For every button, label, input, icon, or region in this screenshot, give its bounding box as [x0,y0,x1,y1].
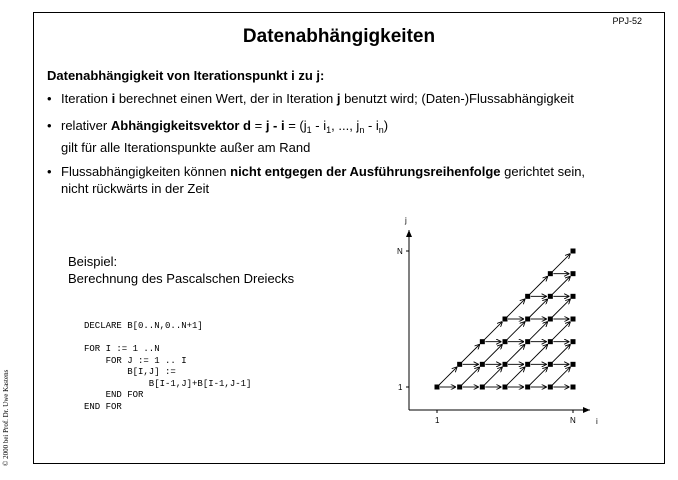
x-tick-label-1: 1 [435,416,440,425]
dependency-arrow [530,299,548,317]
bullet-dot: • [47,118,52,133]
iteration-point [548,317,553,322]
iteration-point [525,362,530,367]
dependency-arrow [507,322,525,340]
dependency-arrow [484,322,502,340]
code-line: B[I,J] := [84,367,176,377]
bullet-text: relativer Abhängigkeitsvektor $d = j - i = (j_1 - i_1$, ..., $j_n - i_n$) gilt für alle Iterationspunkte außer am Rand [61,118,389,155]
x-tick-label-n: N [570,416,576,425]
iteration-point [503,385,508,390]
bullet-dot: • [47,164,52,179]
example-description: Berechnung des Pascalschen Dreiecks [68,271,295,286]
dependency-arrow [552,254,570,272]
example-label: Beispiel: [68,254,118,269]
code-line: END FOR [84,401,122,412]
iteration-point [525,317,530,322]
section-heading: Datenabhängigkeit von Iterationspunkt i zu j: [47,68,325,83]
dependency-arrow [507,299,525,317]
bullet-continuation: gilt für alle Iterationspunkte außer am Rand [61,140,311,155]
x-axis-label: i [596,417,598,426]
code-line: FOR I := 1 ..N [84,344,160,354]
dependency-arrow [530,276,548,294]
dependency-arrow [530,322,548,340]
iteration-point [548,271,553,276]
code-line: FOR J := 1 .. I [84,355,187,366]
code-line: B[I-1,J]+B[I-1,J-1] [84,378,252,389]
bullet-dot: • [47,91,52,106]
iteration-point [480,339,485,344]
dependency-arrow [462,367,480,385]
iteration-point [457,362,462,367]
dependency-arrow [484,344,502,362]
dependency-arrow [552,367,570,385]
iteration-point [571,271,576,276]
iteration-point [548,294,553,299]
iteration-point [571,362,576,367]
bullet-text: Flussabhängigkeiten können nicht entgegen der Ausführungsreihenfolge gerichtet sein, nicht rückwärts in der Zeit [61,164,586,196]
iteration-point [503,362,508,367]
bullet-text: Iteration i berechnet einen Wert, der in Iteration j benutzt wird; (Daten-)Flussabhängigkeit [61,91,574,106]
iteration-point [503,339,508,344]
dependency-arrow [530,367,548,385]
y-tick-label-1: 1 [398,383,403,392]
iteration-point [525,385,530,390]
dependency-arrow [507,367,525,385]
iteration-point [571,339,576,344]
dependency-arrow [552,276,570,294]
iteration-point [571,317,576,322]
iteration-point [480,362,485,367]
iteration-point [457,385,462,390]
dependency-arrow [552,299,570,317]
dependency-arrow [552,344,570,362]
iteration-point [571,385,576,390]
page-id: PPJ-52 [612,16,642,26]
y-axis-label: j [405,216,407,225]
code-line: DECLARE B[0..N,0..N+1] [84,321,203,331]
copyright-note: © 2000 bei Prof. Dr. Uwe Kastens [2,369,10,466]
iteration-point [435,385,440,390]
iteration-point [525,294,530,299]
iteration-point [548,339,553,344]
dependency-arrow [462,344,480,362]
iteration-point [548,362,553,367]
iteration-point [503,317,508,322]
page-title: Datenabhängigkeiten [242,26,436,47]
dependency-arrow [507,344,525,362]
dependency-arrow [484,367,502,385]
dependency-arrow [439,367,457,385]
iteration-point [480,385,485,390]
dependency-arrow [530,344,548,362]
bullet-continuation: nicht rückwärts in der Zeit [61,181,210,196]
iteration-point [571,294,576,299]
iteration-point [525,339,530,344]
iteration-point [548,385,553,390]
iteration-point [571,249,576,254]
dependency-arrow [552,322,570,340]
y-tick-label-n: N [397,247,403,256]
code-line: END FOR [84,390,144,400]
